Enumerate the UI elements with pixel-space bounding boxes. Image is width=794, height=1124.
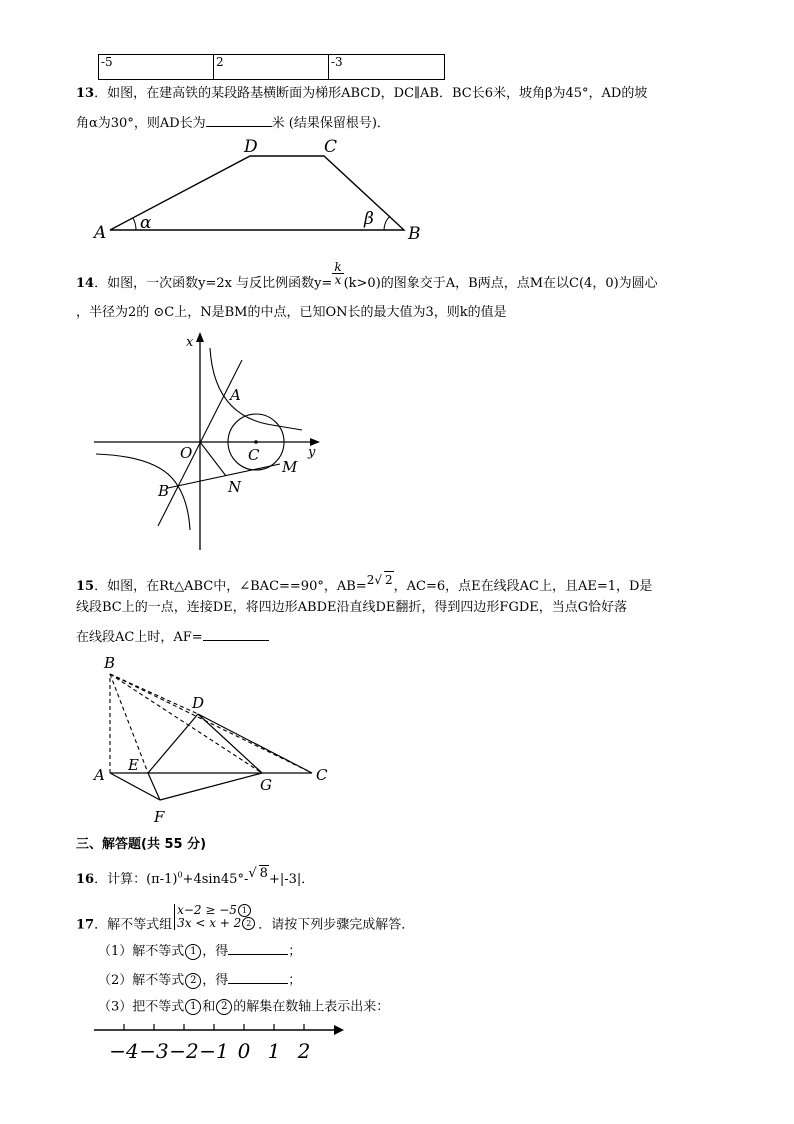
- circled-number-2: 2: [216, 999, 232, 1015]
- label-B: B: [408, 224, 421, 244]
- segment-BM: [168, 464, 280, 488]
- number-line-tick-label: −3: [139, 1039, 169, 1063]
- hyperbola-lower-branch: [96, 454, 190, 530]
- number-line-tick-label: 0: [237, 1039, 251, 1063]
- label-alpha: α: [140, 213, 152, 233]
- hyperbola-upper-branch: [210, 348, 302, 430]
- trapezoid-shape: [110, 156, 404, 230]
- q17-number: 17: [76, 917, 95, 933]
- label-x-axis: x: [186, 335, 194, 350]
- q15-number: 15: [76, 579, 95, 594]
- step3-text-b: 的解集在数轴上表示出来：: [233, 999, 390, 1015]
- label-B: B: [158, 482, 170, 500]
- table-cell: -3: [329, 55, 445, 80]
- label-N: N: [228, 478, 242, 496]
- step3-text-a: （3）把不等式: [98, 999, 185, 1015]
- inequality-2: 3x < x + 2: [177, 916, 242, 930]
- number-line-tick-label: −4: [109, 1039, 139, 1063]
- center-C-dot: [254, 440, 258, 444]
- q14-line1: [76, 260, 658, 292]
- q13-answer-blank[interactable]: [206, 114, 272, 127]
- circled-number-1: 1: [185, 999, 201, 1015]
- number-line-tick-label: −2: [169, 1039, 199, 1063]
- sqrt-radicand: 2: [384, 573, 393, 587]
- sqrt-coefficient: 2: [366, 573, 375, 587]
- q16-number: 16: [76, 872, 95, 887]
- label-B: B: [104, 654, 116, 672]
- number-line: [90, 1018, 350, 1068]
- circled-number-2: 2: [242, 917, 255, 930]
- q13-number: 13: [76, 86, 95, 101]
- q15-answer-blank[interactable]: [203, 628, 269, 641]
- number-line-arrow: [334, 1025, 344, 1035]
- q15-line3: [76, 628, 269, 646]
- q16-text-a: ．计算：(π-1): [94, 872, 178, 887]
- number-line-tick-label: 1: [267, 1039, 281, 1063]
- circled-number-2: 2: [185, 973, 201, 989]
- q15-line2: [76, 600, 627, 616]
- table-cell: 2: [214, 55, 329, 80]
- label-A: A: [94, 766, 105, 784]
- q13-text-2b: 米 (结果保留根号)．: [271, 116, 390, 131]
- segment-EF: [148, 773, 160, 800]
- label-A: A: [94, 223, 107, 243]
- q15-text-3: 在线段AC上时，AF=: [76, 630, 203, 645]
- q16-sqrt: √ 8: [248, 866, 268, 881]
- q17-step3: [98, 999, 389, 1016]
- circled-number-1: 1: [185, 944, 201, 960]
- step1-semicolon: ；: [288, 944, 302, 959]
- q13-text-2a: 角α为30°，则AD长为: [76, 116, 206, 131]
- inequality-1: x−2 ≥ −5: [177, 903, 237, 917]
- label-C: C: [248, 446, 260, 464]
- step2-text-b: ，得: [202, 973, 229, 988]
- section-3-title: 三、解答题(共 55 分): [76, 837, 207, 852]
- inequality-system: [174, 904, 256, 930]
- q13-text-1: ．如图，在建高铁的某段路基横断面为梯形ABCD，DC∥AB．BC长6米，坡角β为45°，AD的坡: [94, 86, 648, 101]
- label-beta: β: [364, 209, 374, 229]
- segment-ON: [200, 442, 226, 476]
- label-F: F: [154, 808, 165, 826]
- q15-folding-figure: [90, 650, 336, 826]
- angle-alpha-arc: [133, 218, 136, 230]
- label-G: G: [260, 776, 272, 794]
- label-A: A: [230, 386, 241, 404]
- q13-trapezoid-figure: [88, 136, 428, 248]
- number-line-tick-label: 2: [297, 1039, 311, 1063]
- top-value-table: [98, 54, 445, 80]
- q14-text-1a: ．如图，一次函数y=2x 与反比例函数y=: [94, 276, 333, 291]
- step1-text-b: ，得: [202, 944, 229, 959]
- q17-line: [76, 903, 415, 938]
- step2-text-a: （2）解不等式: [98, 973, 185, 988]
- label-y-axis: y: [308, 445, 316, 460]
- label-C: C: [324, 137, 338, 157]
- vertical-axis-arrow: [196, 332, 204, 342]
- label-M: M: [282, 458, 298, 476]
- q13-line2: [76, 114, 390, 132]
- q14-fraction: [332, 261, 343, 286]
- q17-step1: [98, 942, 301, 960]
- q16-radicand: 8: [259, 866, 268, 881]
- frac-numerator: k: [334, 260, 342, 274]
- frac-denominator: x: [334, 273, 342, 287]
- segment-BC: [110, 674, 312, 773]
- q14-text-2: ，半径为2的 ⊙C上，N是BM的中点，已知ON长的最大值为3，则k的值是: [76, 305, 507, 320]
- q16-superscript: 0: [177, 870, 183, 880]
- segment-DG: [198, 714, 262, 773]
- label-O: O: [180, 444, 193, 462]
- segment-AF: [110, 773, 160, 800]
- q16-text-b: +4sin45°-: [182, 872, 249, 887]
- number-line-tick-label: −1: [199, 1039, 229, 1063]
- q14-line2: [76, 305, 507, 321]
- q17-text-b: ．请按下列步骤完成解答．: [258, 917, 415, 933]
- circled-number-1: 1: [238, 904, 251, 917]
- q16-text-c: +|-3|．: [268, 872, 315, 887]
- q15-sqrt-expression: 2√ 2: [366, 573, 393, 587]
- table-cell: -5: [99, 55, 214, 80]
- step1-answer-blank[interactable]: [228, 942, 288, 955]
- step1-text-a: （1）解不等式: [98, 944, 185, 959]
- segment-FG: [160, 773, 262, 800]
- angle-beta-arc: [384, 216, 390, 230]
- q14-coordinate-figure: [92, 330, 332, 552]
- label-D: D: [192, 694, 205, 712]
- q16-line: [76, 865, 314, 888]
- label-C: C: [316, 766, 328, 784]
- label-D: D: [244, 137, 258, 157]
- q17-text-a: ．解不等式组: [94, 917, 173, 933]
- segment-DE: [148, 714, 198, 773]
- q13-line1: [76, 86, 647, 102]
- q15-line1: [76, 571, 652, 595]
- q15-text-1b: ，AC=6，点E在线段AC上，且AE=1，D是: [393, 579, 653, 594]
- q14-number: 14: [76, 276, 95, 291]
- step2-semicolon: ；: [288, 973, 302, 988]
- segment-DC: [198, 714, 312, 773]
- q15-text-2: 线段BC上的一点，连接DE，将四边形ABDE沿直线DE翻折，得到四边形FGDE，当点G恰好落: [76, 600, 628, 615]
- q14-text-1b: (k>0)的图象交于A，B两点，点M在以C(4，0)为圆心: [343, 276, 658, 291]
- label-E: E: [128, 756, 139, 774]
- step3-text-mid: 和: [202, 999, 216, 1015]
- q17-step2: [98, 971, 301, 989]
- q15-text-1a: ．如图，在Rt△ABC中，∠BAC==90°，AB=: [94, 579, 367, 594]
- step2-answer-blank[interactable]: [228, 971, 288, 984]
